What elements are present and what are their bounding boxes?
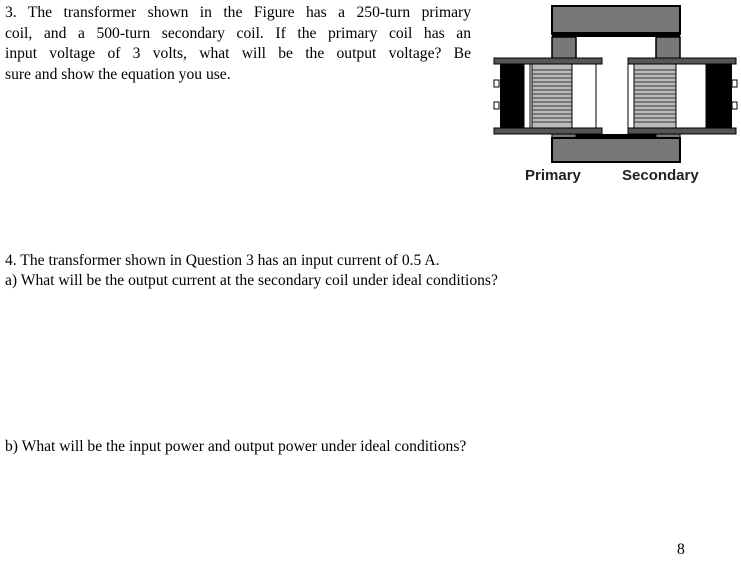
primary-bottom-plate xyxy=(494,128,602,134)
primary-label: Primary xyxy=(525,167,581,184)
primary-terminal-2 xyxy=(494,102,499,109)
core-left-leg-top xyxy=(552,37,576,61)
question-3 xyxy=(5,3,471,85)
secondary-label: Secondary xyxy=(622,167,699,184)
page-number: 8 xyxy=(677,541,685,558)
question-4 xyxy=(5,251,498,291)
secondary-bottom-plate xyxy=(628,128,736,134)
secondary-terminal-1 xyxy=(732,80,737,87)
question-4-part-b: b) What will be the input power and output power under ideal conditions? xyxy=(5,438,467,455)
question-3-line-3: input voltage of 3 volts, what will be the output voltage? Be xyxy=(5,45,471,62)
question-3-line-2: coil, and a 500-turn secondary coil. If the primary coil has an xyxy=(5,24,471,42)
primary-terminal-1 xyxy=(494,80,499,87)
question-3-line-4: sure and show the equation you use. xyxy=(5,65,231,83)
secondary-right-block xyxy=(706,64,732,128)
primary-left-block xyxy=(500,64,524,128)
question-4-intro: 4. The transformer shown in Question 3 has an input current of 0.5 A. xyxy=(5,252,440,269)
transformer-diagram xyxy=(492,4,740,164)
core-bottom-yoke xyxy=(552,138,680,162)
primary-top-plate xyxy=(494,58,602,64)
core-top-yoke xyxy=(552,6,680,34)
secondary-terminal-2 xyxy=(732,102,737,109)
transformer-figure xyxy=(492,4,740,189)
question-3-line-1: 3. The transformer shown in the Figure has a 250-turn primary xyxy=(5,4,471,21)
question-4-part-a: a) What will be the output current at the secondary coil under ideal conditions? xyxy=(5,272,498,289)
secondary-top-plate xyxy=(628,58,736,64)
core-right-leg-top xyxy=(656,37,680,61)
